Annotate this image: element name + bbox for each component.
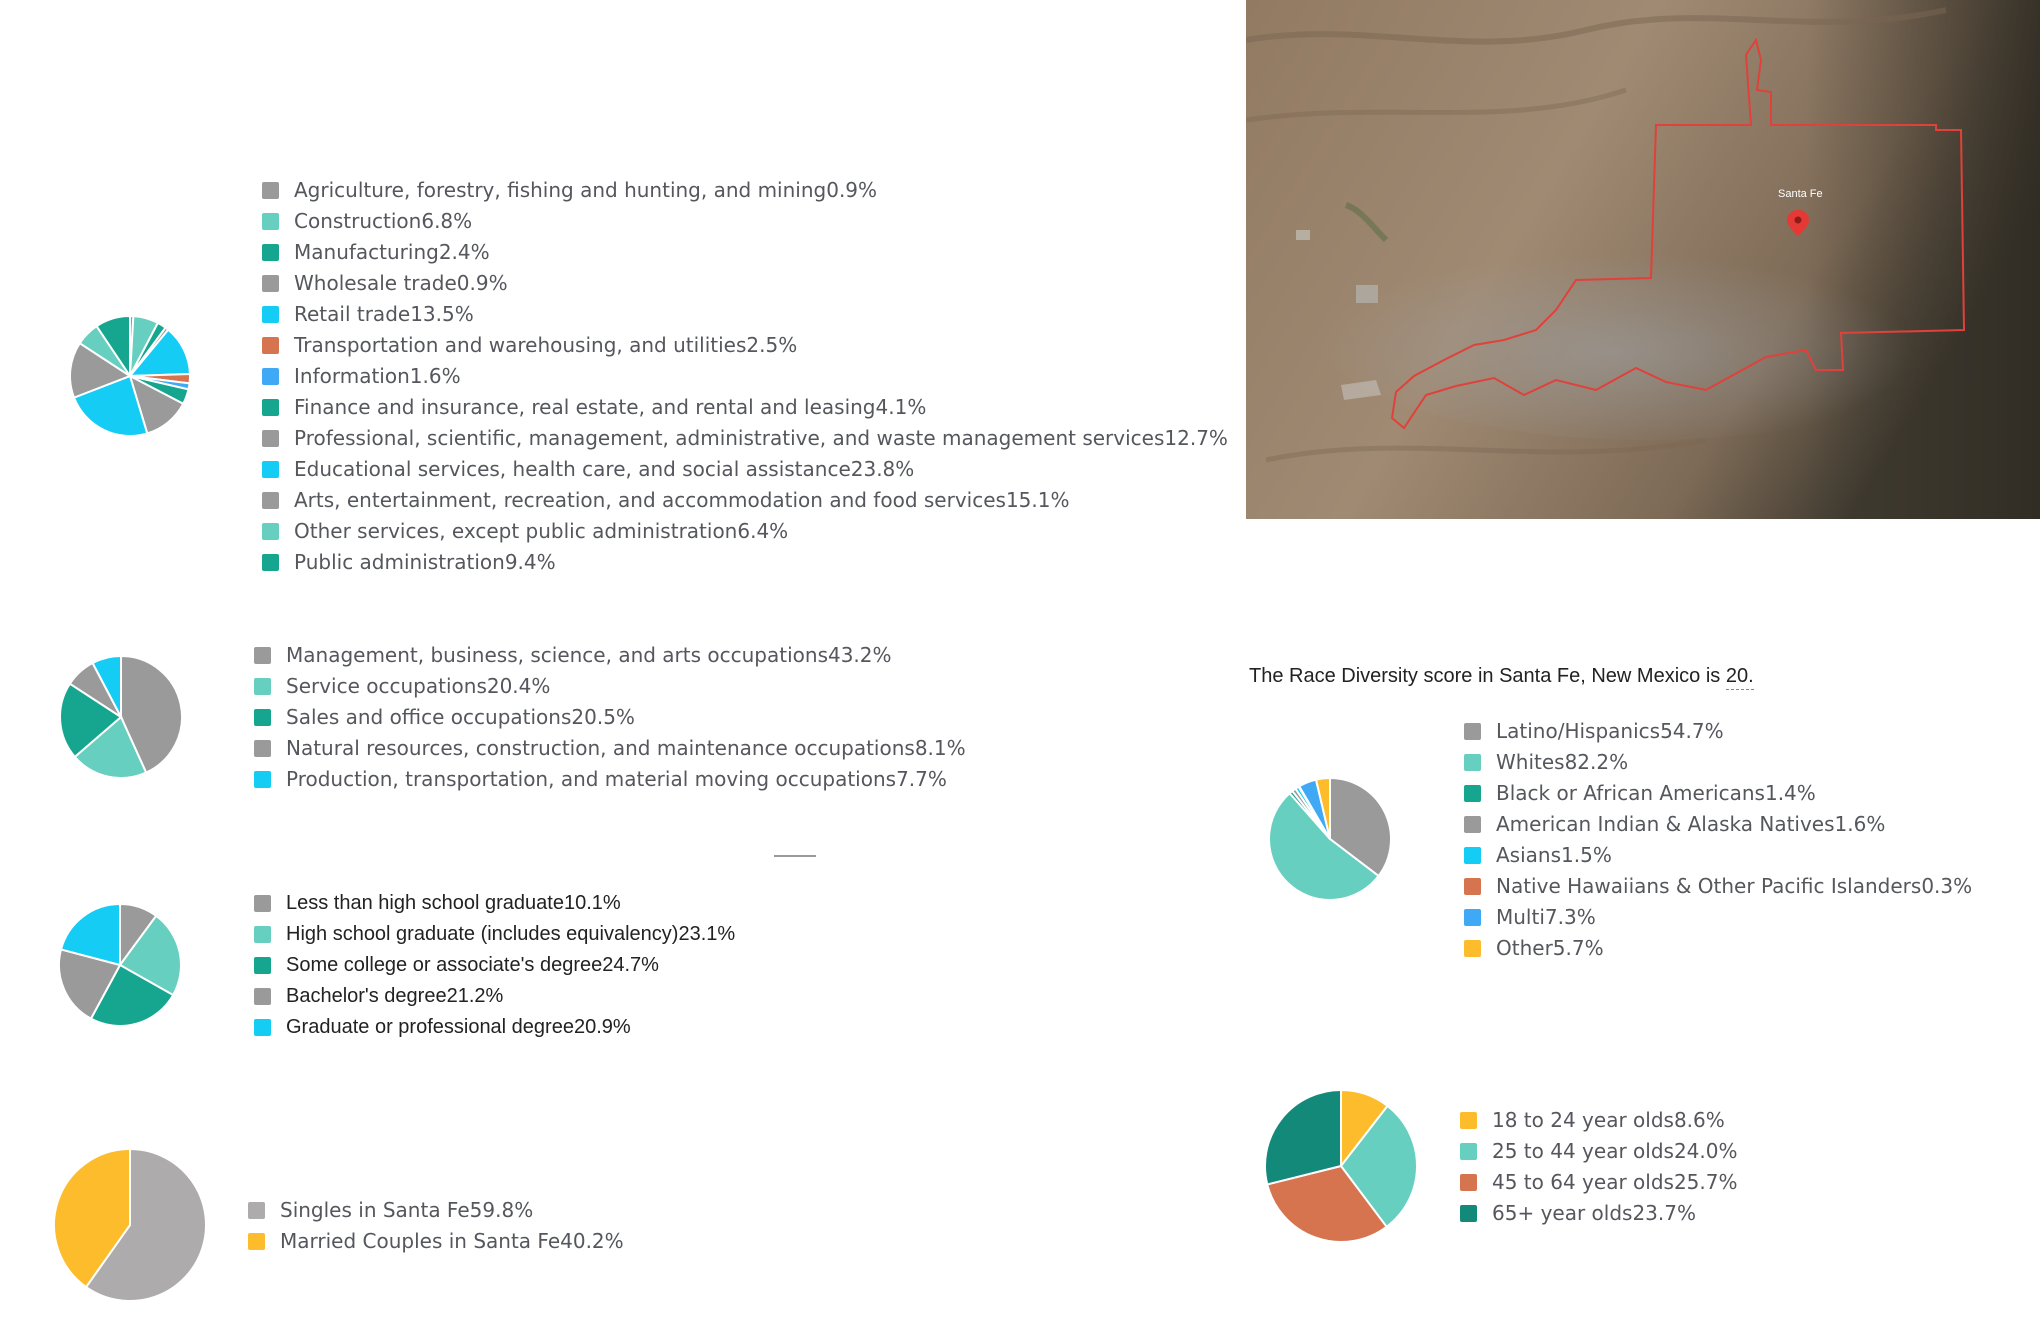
legend-swatch bbox=[262, 461, 279, 478]
legend-label: Arts, entertainment, recreation, and accommodation and food services bbox=[294, 488, 1006, 512]
legend-swatch bbox=[262, 244, 279, 261]
legend-label: Transportation and warehousing, and utilities bbox=[294, 333, 747, 357]
race-diversity-statement bbox=[1249, 665, 1754, 688]
legend-swatch bbox=[262, 337, 279, 354]
legend-item-less-than-high-school-graduate[interactable] bbox=[254, 888, 735, 919]
legend-label: Married Couples in Santa Fe bbox=[280, 1229, 561, 1253]
legend-label: Singles in Santa Fe bbox=[280, 1198, 470, 1222]
legend-item-information[interactable] bbox=[262, 361, 1228, 392]
legend-item-graduate-or-professional-degree[interactable] bbox=[254, 1012, 735, 1043]
legend-item-asians[interactable] bbox=[1464, 840, 1972, 871]
occupation-pie bbox=[60, 656, 182, 778]
legend-item-singles-in-santa-fe[interactable] bbox=[248, 1195, 624, 1226]
legend-value: 0.9% bbox=[456, 271, 508, 295]
map-place-label: Santa Fe bbox=[1778, 188, 1823, 200]
legend-swatch bbox=[248, 1233, 265, 1250]
satellite-map bbox=[1246, 0, 2040, 519]
legend-label: 25 to 44 year olds bbox=[1492, 1139, 1674, 1163]
diversity-prefix: The Race Diversity score in Santa Fe, New Mexico is bbox=[1249, 665, 1726, 687]
legend-swatch bbox=[1464, 909, 1481, 926]
legend-value: 20.4% bbox=[486, 674, 551, 698]
legend-label: Construction bbox=[294, 209, 422, 233]
industry-legend bbox=[262, 175, 1228, 578]
legend-value: 20.9% bbox=[573, 1016, 631, 1038]
legend-item-public-administration[interactable] bbox=[262, 547, 1228, 578]
legend-swatch bbox=[1464, 754, 1481, 771]
legend-label: Educational services, health care, and social assistance bbox=[294, 457, 851, 481]
legend-item-multi[interactable] bbox=[1464, 902, 1972, 933]
legend-value: 23.8% bbox=[850, 457, 915, 481]
legend-swatch bbox=[1460, 1143, 1477, 1160]
legend-value: 0.9% bbox=[826, 178, 878, 202]
legend-item-25-to-44-year-olds[interactable] bbox=[1460, 1136, 1737, 1167]
legend-value: 20.5% bbox=[571, 705, 635, 729]
legend-item-wholesale-trade[interactable] bbox=[262, 268, 1228, 299]
legend-label: Multi bbox=[1496, 905, 1545, 929]
legend-swatch bbox=[1464, 847, 1481, 864]
legend-item-married-couples-in-santa-fe[interactable] bbox=[248, 1226, 624, 1257]
legend-swatch bbox=[1464, 785, 1481, 802]
legend-value: 59.8% bbox=[469, 1198, 534, 1222]
legend-value: 8.1% bbox=[914, 736, 966, 760]
legend-item-agriculture-forestry-fishing-and-hunting-and-mining[interactable] bbox=[262, 175, 1228, 206]
legend-label: Native Hawaiians & Other Pacific Islanders bbox=[1496, 874, 1922, 898]
legend-item-retail-trade[interactable] bbox=[262, 299, 1228, 330]
legend-item-some-college-or-associate-s-degree[interactable] bbox=[254, 950, 735, 981]
legend-label: Information bbox=[294, 364, 410, 388]
marital-status-legend bbox=[248, 1195, 624, 1257]
legend-value: 23.1% bbox=[678, 923, 736, 945]
legend-value: 7.3% bbox=[1544, 905, 1596, 929]
legend-item-sales-and-office-occupations[interactable] bbox=[254, 702, 966, 733]
legend-swatch bbox=[262, 306, 279, 323]
legend-value: 6.8% bbox=[421, 209, 473, 233]
legend-swatch bbox=[262, 430, 279, 447]
legend-item-whites[interactable] bbox=[1464, 747, 1972, 778]
legend-value: 1.4% bbox=[1764, 781, 1816, 805]
legend-swatch bbox=[262, 523, 279, 540]
legend-item-production-transportation-and-material-moving-occupations[interactable] bbox=[254, 764, 966, 795]
legend-swatch bbox=[254, 740, 271, 757]
legend-value: 21.2% bbox=[446, 985, 504, 1007]
legend-item-black-or-african-americans[interactable] bbox=[1464, 778, 1972, 809]
legend-item-transportation-and-warehousing-and-utilities[interactable] bbox=[262, 330, 1228, 361]
section-divider bbox=[774, 855, 816, 857]
legend-item-construction[interactable] bbox=[262, 206, 1228, 237]
legend-swatch bbox=[1464, 723, 1481, 740]
legend-value: 13.5% bbox=[410, 302, 474, 326]
legend-label: Other services, except public administration bbox=[294, 519, 738, 543]
legend-label: Retail trade bbox=[294, 302, 411, 326]
legend-swatch bbox=[262, 275, 279, 292]
urban-area bbox=[1316, 220, 1976, 440]
legend-swatch bbox=[254, 647, 271, 664]
legend-item-american-indian-alaska-natives[interactable] bbox=[1464, 809, 1972, 840]
legend-value: 10.1% bbox=[563, 892, 621, 914]
legend-label: Whites bbox=[1496, 750, 1565, 774]
legend-item-finance-and-insurance-real-estate-and-rental-and-leasing[interactable] bbox=[262, 392, 1228, 423]
legend-label: Latino/Hispanics bbox=[1496, 719, 1661, 743]
legend-label: High school graduate (includes equivalency) bbox=[286, 923, 679, 945]
legend-label: 65+ year olds bbox=[1492, 1201, 1633, 1225]
legend-swatch bbox=[262, 399, 279, 416]
legend-label: Black or African Americans bbox=[1496, 781, 1765, 805]
legend-swatch bbox=[1460, 1205, 1477, 1222]
legend-value: 2.4% bbox=[438, 240, 490, 264]
education-pie bbox=[59, 904, 181, 1026]
legend-item-18-to-24-year-olds[interactable] bbox=[1460, 1105, 1737, 1136]
legend-label: Wholesale trade bbox=[294, 271, 457, 295]
legend-item-educational-services-health-care-and-social-assistance[interactable] bbox=[262, 454, 1228, 485]
legend-swatch bbox=[254, 1019, 271, 1036]
legend-swatch bbox=[254, 926, 271, 943]
legend-item-latino-hispanics[interactable] bbox=[1464, 716, 1972, 747]
legend-item-high-school-graduate-includes-equivalency[interactable] bbox=[254, 919, 735, 950]
legend-swatch bbox=[1460, 1174, 1477, 1191]
legend-swatch bbox=[262, 492, 279, 509]
legend-label: American Indian & Alaska Natives bbox=[1496, 812, 1835, 836]
legend-label: Service occupations bbox=[286, 674, 487, 698]
legend-label: Agriculture, forestry, fishing and hunting, and mining bbox=[294, 178, 827, 202]
race-legend bbox=[1464, 716, 1972, 964]
legend-value: 54.7% bbox=[1660, 719, 1724, 743]
legend-label: Less than high school graduate bbox=[286, 892, 564, 914]
legend-value: 9.4% bbox=[504, 550, 556, 574]
legend-item-service-occupations[interactable] bbox=[254, 671, 966, 702]
legend-label: Production, transportation, and material moving occupations bbox=[286, 767, 897, 791]
legend-swatch bbox=[262, 368, 279, 385]
legend-label: Professional, scientific, management, administrative, and waste management services bbox=[294, 426, 1165, 450]
legend-swatch bbox=[262, 213, 279, 230]
legend-value: 12.7% bbox=[1164, 426, 1228, 450]
legend-swatch bbox=[254, 709, 271, 726]
legend-swatch bbox=[254, 678, 271, 695]
age-pie bbox=[1265, 1090, 1417, 1242]
occupation-legend bbox=[254, 640, 966, 795]
legend-swatch bbox=[254, 895, 271, 912]
legend-swatch bbox=[1460, 1112, 1477, 1129]
legend-value: 6.4% bbox=[737, 519, 789, 543]
legend-value: 24.0% bbox=[1673, 1139, 1738, 1163]
legend-item-65-year-olds[interactable] bbox=[1460, 1198, 1737, 1229]
legend-item-45-to-64-year-olds[interactable] bbox=[1460, 1167, 1737, 1198]
legend-value: 24.7% bbox=[602, 954, 659, 976]
legend-label: Some college or associate's degree bbox=[286, 954, 603, 976]
legend-item-native-hawaiians-other-pacific-islanders[interactable] bbox=[1464, 871, 1972, 902]
legend-swatch bbox=[254, 988, 271, 1005]
legend-swatch bbox=[248, 1202, 265, 1219]
legend-value: 8.6% bbox=[1673, 1108, 1725, 1132]
legend-item-management-business-science-and-arts-occupations[interactable] bbox=[254, 640, 966, 671]
legend-value: 15.1% bbox=[1005, 488, 1070, 512]
legend-value: 25.7% bbox=[1673, 1170, 1738, 1194]
education-legend bbox=[254, 888, 735, 1043]
legend-value: 82.2% bbox=[1564, 750, 1629, 774]
legend-item-other-services-except-public-administration[interactable] bbox=[262, 516, 1228, 547]
legend-item-professional-scientific-management-administrative-and-waste-management-services[interactable] bbox=[262, 423, 1228, 454]
legend-label: Finance and insurance, real estate, and rental and leasing bbox=[294, 395, 876, 419]
city-boundary-map[interactable] bbox=[1246, 0, 2040, 519]
legend-value: 7.7% bbox=[896, 767, 947, 791]
legend-label: Natural resources, construction, and maintenance occupations bbox=[286, 736, 915, 760]
legend-value: 1.5% bbox=[1561, 843, 1612, 867]
legend-value: 2.5% bbox=[746, 333, 798, 357]
legend-value: 43.2% bbox=[827, 643, 892, 667]
legend-swatch bbox=[1464, 878, 1481, 895]
legend-item-manufacturing[interactable] bbox=[262, 237, 1228, 268]
diversity-score[interactable]: 20. bbox=[1726, 665, 1754, 690]
legend-swatch bbox=[254, 771, 271, 788]
race-pie bbox=[1269, 778, 1391, 900]
legend-value: 40.2% bbox=[560, 1229, 624, 1253]
legend-label: Public administration bbox=[294, 550, 505, 574]
legend-value: 1.6% bbox=[1834, 812, 1886, 836]
legend-label: Graduate or professional degree bbox=[286, 1016, 574, 1038]
legend-label: 45 to 64 year olds bbox=[1492, 1170, 1674, 1194]
legend-value: 23.7% bbox=[1632, 1201, 1696, 1225]
legend-label: Manufacturing bbox=[294, 240, 439, 264]
legend-swatch bbox=[254, 957, 271, 974]
legend-label: 18 to 24 year olds bbox=[1492, 1108, 1674, 1132]
age-legend bbox=[1460, 1105, 1737, 1229]
legend-swatch bbox=[1464, 816, 1481, 833]
legend-label: Bachelor's degree bbox=[286, 985, 447, 1007]
legend-value: 5.7% bbox=[1552, 936, 1604, 960]
legend-item-natural-resources-construction-and-maintenance-occupations[interactable] bbox=[254, 733, 966, 764]
legend-label: Management, business, science, and arts occupations bbox=[286, 643, 828, 667]
legend-label: Other bbox=[1496, 936, 1553, 960]
legend-label: Asians bbox=[1496, 843, 1562, 867]
legend-value: 4.1% bbox=[875, 395, 927, 419]
legend-value: 1.6% bbox=[409, 364, 461, 388]
legend-item-arts-entertainment-recreation-and-accommodation-and-food-services[interactable] bbox=[262, 485, 1228, 516]
marital-status-pie bbox=[54, 1149, 206, 1301]
industry-pie bbox=[70, 316, 190, 436]
legend-swatch bbox=[262, 554, 279, 571]
legend-label: Sales and office occupations bbox=[286, 705, 572, 729]
legend-value: 0.3% bbox=[1921, 874, 1973, 898]
legend-swatch bbox=[1464, 940, 1481, 957]
legend-item-other[interactable] bbox=[1464, 933, 1972, 964]
legend-item-bachelor-s-degree[interactable] bbox=[254, 981, 735, 1012]
legend-swatch bbox=[262, 182, 279, 199]
